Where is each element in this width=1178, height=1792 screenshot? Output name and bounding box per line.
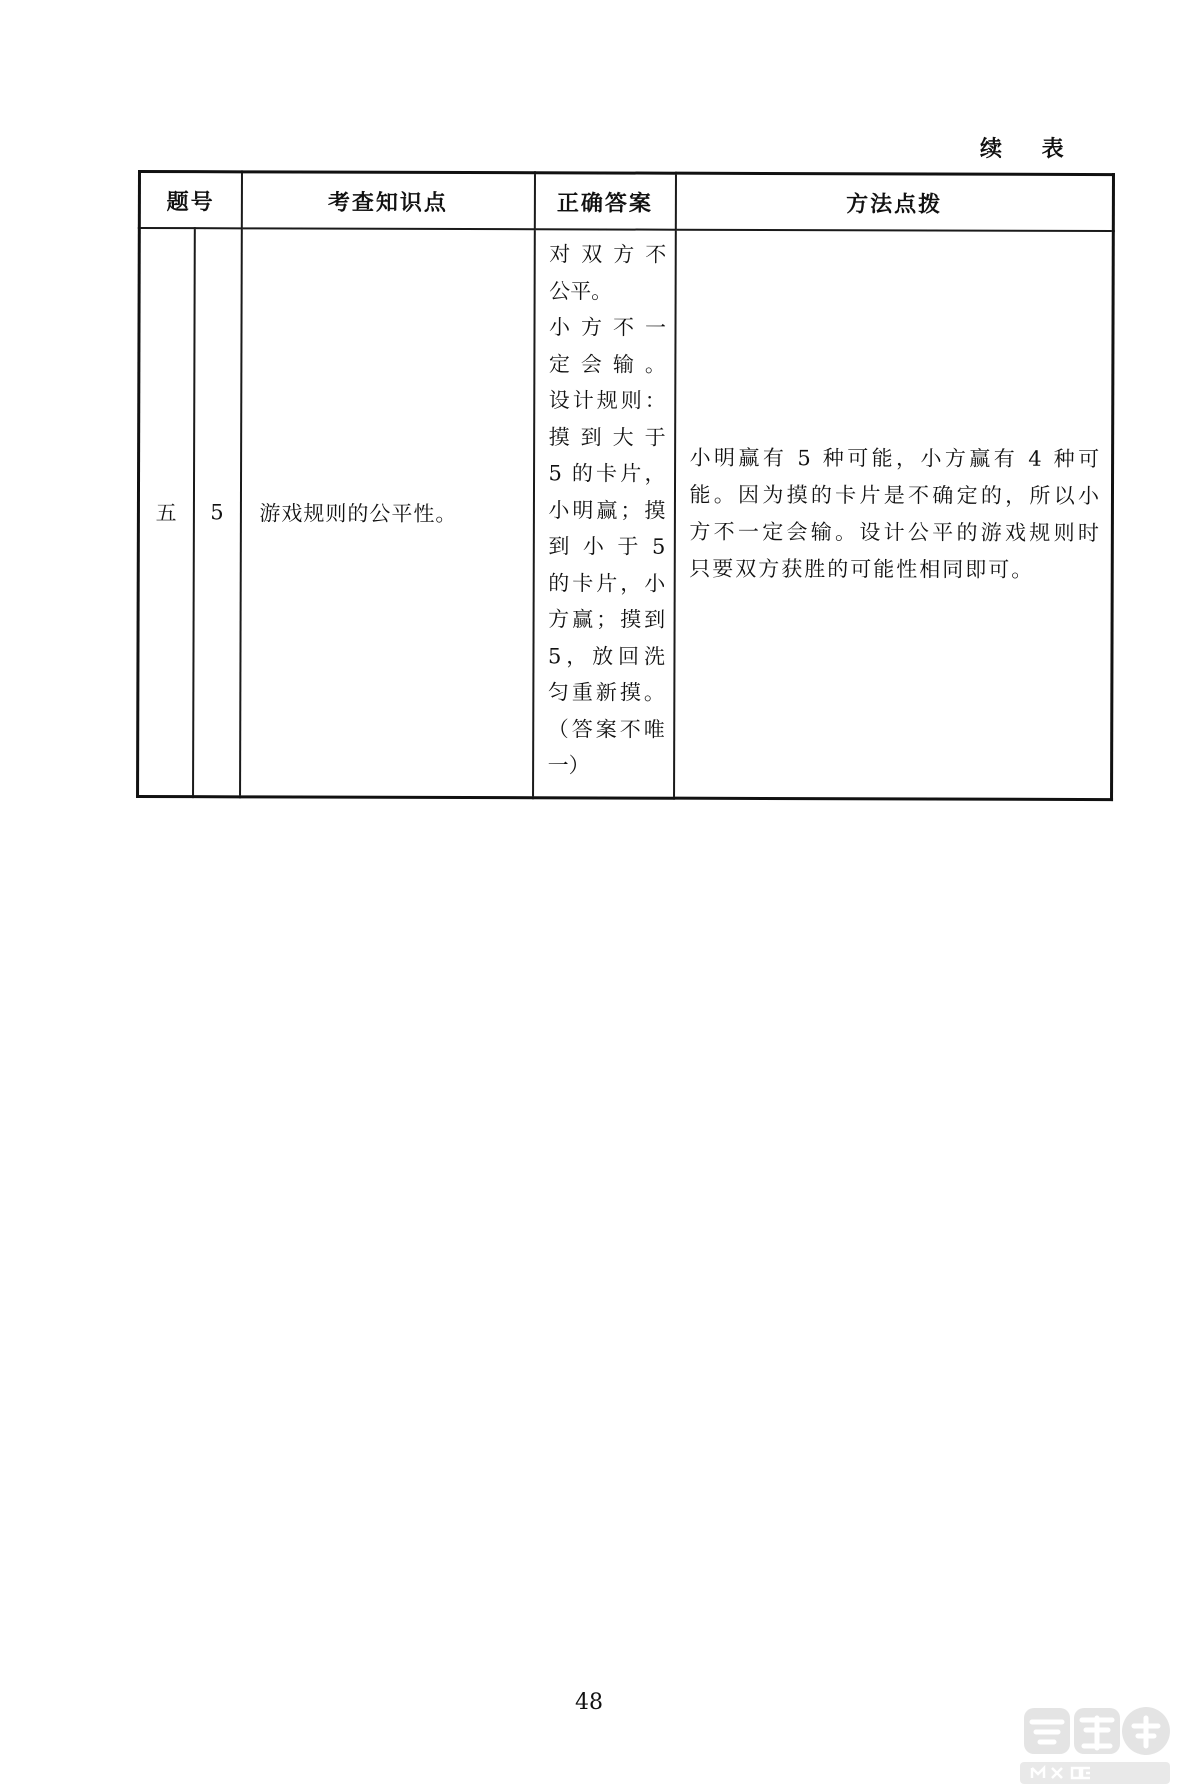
answer-line: 5，放回洗 [547,643,666,669]
table-row [138,228,1114,800]
answer-line: 小明赢；摸 [548,497,666,523]
header-answer: 正确答案 [534,173,675,230]
answer-line: 公平。 [549,278,613,303]
answer-table-container [136,170,1112,801]
watermark-logo [1010,1700,1178,1792]
answer-line: 小方不一 [548,315,667,340]
answer-line: 的卡片，小 [548,570,666,596]
question-number-cell: 5 [193,228,242,797]
continued-label: 续 表 [980,137,1080,162]
answer-line: 一） [547,753,590,778]
header-number: 题号 [139,172,241,229]
answer-line: 到 小 于 5 [548,534,666,559]
answer-line: 定会输。 [548,351,666,377]
header-method: 方法点拨 [675,173,1113,231]
answer-line: （答案不唯 [547,716,665,742]
page-number: 48 [575,1690,603,1715]
header-row [139,172,1113,232]
answer-line: 方赢；摸到 [548,607,666,632]
answer-line: 匀重新摸。 [547,680,665,705]
answer-line: 设计规则： [548,388,666,413]
answer-line: 对双方不 [549,242,667,267]
answer-line: 5 的卡片， [548,461,666,486]
method-tip-cell: 小明赢有 5 种可能，小方赢有 4 种可能。因为摸的卡片是不确定的，所以小方不一定会输。设计公平的游戏规则时只要双方获胜的可能性相同即可。 [674,230,1114,800]
answer-table [136,170,1115,801]
answer-cell [533,229,676,798]
knowledge-point-cell: 游戏规则的公平性。 [240,228,535,797]
answer-line: 摸到大于 [548,424,666,450]
header-knowledge: 考查知识点 [241,172,534,229]
section-cell: 五 [138,228,195,797]
